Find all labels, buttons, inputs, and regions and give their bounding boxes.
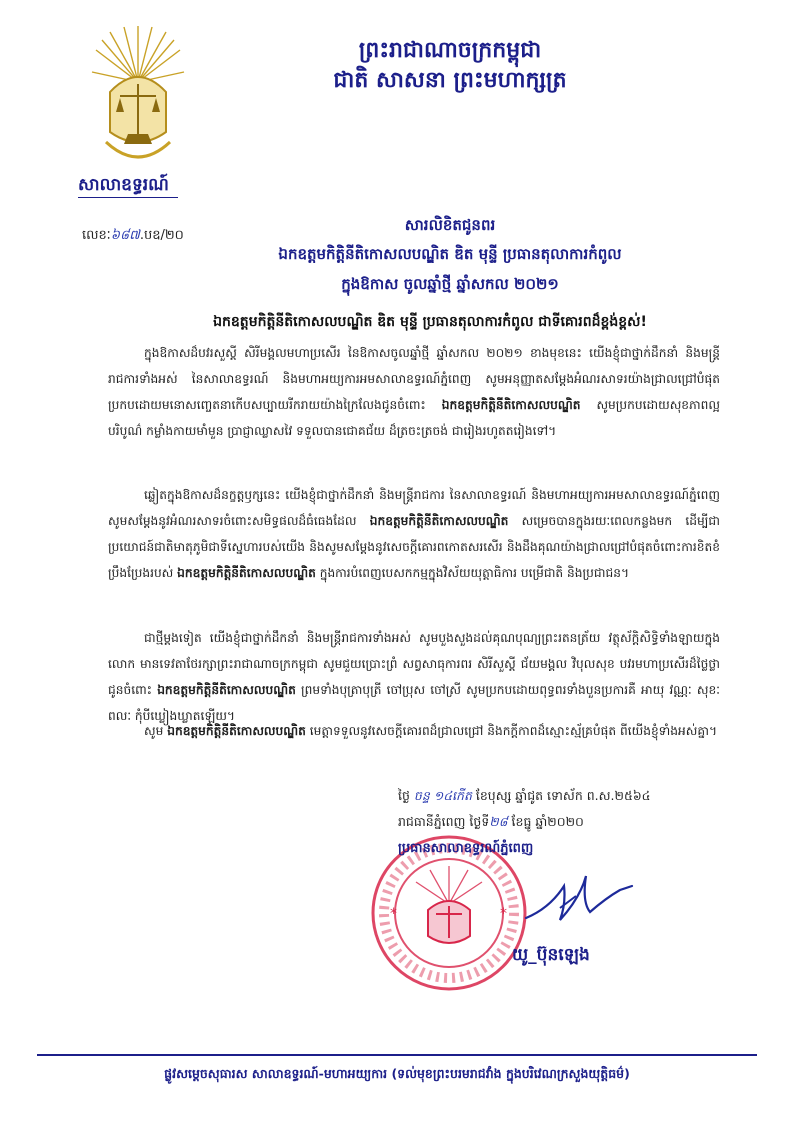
paragraph-text: ជាថ្មីម្តងទៀត យើងខ្ញុំជាថ្នាក់ដឹកនាំ និងមន្ត្រីរាជការទាំងអស់ សូមបួងសួងដល់គុណបុណ្យព្រះរតនត្រ័យ វត្ថុស័ក្តិសិទ្ធិទាំងឡាយក្នុងលោក មានទេវតាថែរក្សាព្រះរាជាណាចក្រកម្ពុជា សូមជួយប្រោះព្រំ សព្វសាធុការពរ សិរីសួស្តី ជ័យមង្គល វិបុលសុខ បវរមហាប្រសើរដ៏ថ្លៃថ្លា ជូនចំពោះ <box>108 631 720 697</box>
reference-handwritten-number: ៦៨៧ <box>110 228 140 243</box>
paragraph-text: ក្នុងការបំពេញបេសកកម្មក្នុងវិស័យយុត្តាធិការ បម្រើជាតិ និងប្រជាជន។ <box>315 566 629 580</box>
svg-text:*: * <box>390 906 397 922</box>
letter-occasion: ក្នុងឱកាស ចូលឆ្នាំថ្មី ឆ្នាំសកល ២០២១ <box>341 275 559 293</box>
paragraph-text: ឆ្លៀតក្នុងឱកាសដ៏នក្ខត្តឫក្សនេះ យើងខ្ញុំជាថ្នាក់ដឹកនាំ និងមន្ត្រីរាជការ នៃសាលាឧទ្ធរណ៍ និងមហាអយ្យការអមសាលាឧទ្ធរណ៍ភ្នំពេញ សូមសម្តែងនូវអំណរសាទរចំពោះសមិទ្ធផលដ៏ធំធេងដែល <box>108 488 720 528</box>
solar-date <box>398 814 584 833</box>
issuing-court-name: សាលាឧទ្ធរណ៍ <box>78 175 169 195</box>
signer-title: ប្រធានសាលាឧទ្ធរណ៍ភ្នំពេញ <box>398 841 534 856</box>
paragraph-text: មេត្តាទទួលនូវសេចក្តីគោរពដ៏ជ្រាលជ្រៅ និងកក្តីកាពដ៏ស្មោះស្ម័គ្របំផុត ពីយើងខ្ញុំទាំងអស់គ្នា។ <box>305 724 717 738</box>
court-emblem-icon <box>90 22 186 172</box>
paragraph-emphasis: ឯកឧត្តមកិត្តិនីតិកោសលបណ្ឌិត <box>157 683 296 697</box>
salutation: ឯកឧត្តមកិត្តិនីតិកោសលបណ្ឌិត ឌិត មុន្ទី ប្រធានតុលាការកំពូល ជាទីគោរពដ៏ខ្ពង់ខ្ពស់! <box>213 314 647 330</box>
handwritten-signature-icon <box>520 868 640 928</box>
paragraph-emphasis: ឯកឧត្តមកិត្តិនីតិកោសលបណ្ឌិត <box>369 514 509 528</box>
svg-text:*: * <box>500 906 507 922</box>
paragraph-emphasis: ឯកឧត្តមកិត្តិនីតិកោសលបណ្ឌិត <box>167 724 306 738</box>
court-name-underline <box>78 197 178 198</box>
reference-number <box>82 227 184 246</box>
lunar-date <box>398 788 651 807</box>
body-paragraph <box>108 340 720 444</box>
body-paragraph <box>108 482 720 586</box>
date-prefix: រាជធានីភ្នំពេញ ថ្ងៃទី <box>398 814 490 829</box>
reference-suffix: .បឧ/២០ <box>139 228 184 243</box>
national-motto: ជាតិ សាសនា ព្រះមហាក្សត្រ <box>333 67 567 93</box>
handwritten-solar-day: ២៨ <box>489 814 508 829</box>
paragraph-text: សូម <box>144 724 168 738</box>
reference-prefix: លេខៈ <box>82 228 111 243</box>
kingdom-title: ព្រះរាជាណាចក្រកម្ពុជា <box>358 37 542 63</box>
paragraph-text: ក្នុងឱកាសដ៏បវរសួស្តី សិរីមង្គលមហាប្រសើរ នៃឱកាសចូលឆ្នាំថ្មី ឆ្នាំសកល ២០២១ ខាងមុខនេះ យើងខ្ញុំជាថ្នាក់ដឹកនាំ និងមន្ត្រីរាជការទាំងអស់ នៃសាលាឧទ្ធរណ៍ និងមហាអយ្យការអមសាលាឧទ្ធរណ៍ភ្នំពេញ សូមអនុញ្ញាតសម្តែងអំណរសាទរយ៉ាងជ្រាលជ្រៅបំផុត ប្រកបដោយមនោសញ្ចេតនាកើបសប្បាយរីករាយយ៉ាងក្រៃលែងជូនចំពោះ <box>108 346 720 412</box>
paragraph-text: សូមប្រកបដោយសុខភាពល្អបរិបូណ៌ កម្លាំងកាយមាំមួន ប្រាជ្ញាឈ្លាសវៃ ទទួលបានជោគជ័យ ដ៏ត្រចះត្រចង់ ជារៀងរហូតតរៀងទៅ។ <box>108 398 720 438</box>
letter-addressee: ឯកឧត្តមកិត្តិនីតិកោសលបណ្ឌិត ឌិត មុន្ទី ប្រធានតុលាការកំពូល <box>278 245 622 263</box>
body-paragraph <box>108 718 720 744</box>
letter-title: សារលិខិតជូនពរ <box>404 216 496 234</box>
paragraph-text: សម្រេចបានក្នុងរយៈពេលកន្លងមក ដើម្បីជាប្រយោជន៍ជាតិមាតុភូមិជាទីស្នេហារបស់យើង និងសូមសម្តែងនូវសេចក្តីគោរពកោតសរសើរ និងដឹងគុណយ៉ាងជ្រាលជ្រៅបំផុតចំពោះការខិតខំប្រឹងប្រែងរបស់ <box>108 514 721 580</box>
footer-divider <box>37 1054 757 1056</box>
footer-address: ផ្លូវសម្តេចសុធារស សាលាឧទ្ធរណ៍-មហាអយ្យការ (ទល់មុខព្រះបរមរាជវាំង ក្នុងបរិវេណក្រសួងយុត្តិធម៌) <box>164 1066 630 1081</box>
paragraph-emphasis: ឯកឧត្តមកិត្តិនីតិកោសលបណ្ឌិត <box>441 398 581 412</box>
handwritten-lunar-day: ចន្ទ ១៤កើត <box>413 788 472 803</box>
date-prefix: ថ្ងៃ <box>398 788 410 803</box>
paragraph-emphasis: ឯកឧត្តមកិត្តិនីតិកោសលបណ្ឌិត <box>177 566 316 580</box>
signer-name: យូ_ប៊ុនឡេង <box>512 945 590 965</box>
paragraph-text: ព្រមទាំងបុត្រាបុត្រី ចៅប្រុស ចៅស្រី សូមប្រកបដោយពុទ្ធពរទាំងបួនប្រការគឺ អាយុ វណ្ណៈ សុខៈ ពលៈ កុំបីឃ្លៀងឃ្លាតឡើយ។ <box>108 683 720 723</box>
date-text: ខែធ្នូ ឆ្នាំ២០២០ <box>507 814 584 829</box>
date-text: ខែបុស្ស ឆ្នាំជូត ទោស័ក ព.ស.២៥៦៤ <box>471 788 651 803</box>
body-paragraph <box>108 625 720 729</box>
